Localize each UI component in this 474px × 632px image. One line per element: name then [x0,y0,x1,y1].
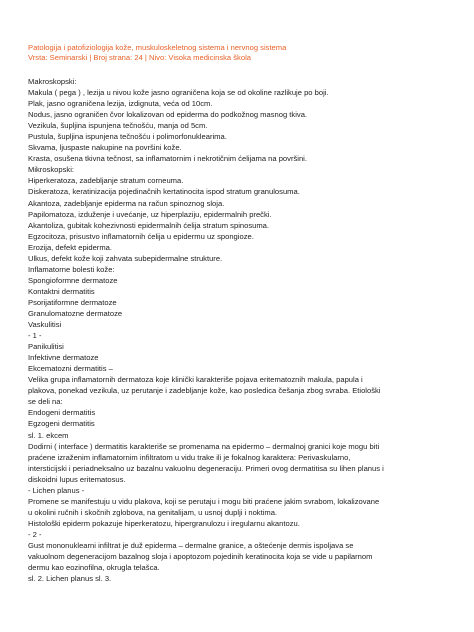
text-line: Hiperkeratoza, zadebljanje stratum corneuma. [28,176,184,186]
text-line: se deli na: [28,397,63,407]
text-line: Papilomatoza, izduženje i uvećanje, uz hiperplaziju, epidermalnih prečki. [28,209,272,219]
text-line: Infektivne dermatoze [28,353,99,363]
text-line: Krasta, osušena tkivna tečnost, sa inflamatornim i nekrotičnim ćelijama na površini. [28,154,307,164]
text-line: u okolini ručnih i skočnih zglobova, na genitalijam, u usnoj duplji i noktima. [28,507,278,517]
text-line: Nodus, jasno ograničen čvor lokalizovan od epiderma do podkožnog masnog tkiva. [28,110,308,120]
text-line: Diskeratoza, keratinizacija pojedinačnih kertatinocita ispod stratum granulosuma. [28,187,300,197]
document-header [28,43,458,63]
text-line: Dodirni ( interface ) dermatitis karakteriše se promenama na epidermo – dermalnoj granici koje mogu biti [28,441,380,451]
text-line: Mikroskopski: [28,165,74,175]
text-line: Egzogeni dermatitis [28,419,95,429]
text-line: Vaskulitisi [28,320,62,330]
document-body [28,76,456,584]
text-line: sl. 1. ekcem [28,430,69,440]
text-line: Histološki epiderm pokazuje hiperkeratozu, hipergranulozu i iregularnu akantozu. [28,518,300,528]
text-line: sl. 2. Lichen planus sl. 3. [28,574,112,584]
text-line: Kontaktni dermatitis [28,286,95,296]
text-line: Ulkus, defekt kože koji zahvata subepidermalne strukture. [28,253,223,263]
text-line: Makroskopski: [28,77,77,86]
text-line: Akantoza, zadebljanje epiderma na račun spinoznog sloja. [28,198,225,208]
text-line: Promene se manifestuju u vidu plakova, koji se perutaju i mogu biti praćene jakim svrabom, lokalizovane [28,496,380,506]
text-line: Endogeni dermatitis [28,408,96,418]
text-line: diskoidni lupus eritematosus. [28,474,126,484]
text-line: Inflamatorne bolesti kože: [28,264,115,274]
text-line: Velika grupa inflamatornih dermatoza koje klinički karakteriše pojava eritematoznih makula, papula i [28,375,363,385]
text-line: Spongioformne dermatoze [28,275,118,285]
text-line: - Lichen planus - [28,485,85,495]
text-line: dermu kao eozinofilna, okrugla telašca. [28,563,160,573]
text-line: praćene izraženim inflamatornim infiltratom u vidu trake ili je fokalnog karaktera: Perivaskularno, [28,452,351,462]
text-line: Akantoliza, gubitak kohezivnosti epidermalnih ćelija stratum spinosuma. [28,220,270,230]
document-title: Patologija i patofiziologija kože, muskuloskeletnog sistema i nervnog sistema [28,43,287,52]
text-line: Granulomatozne dermatoze [28,308,123,318]
text-line: Skvama, ljuspaste nakupine na površini kože. [28,143,182,153]
text-line: - 1 - [28,331,42,341]
text-line: Erozija, defekt epiderma. [28,242,112,252]
text-line: - 2 - [28,529,42,539]
text-line: Panikulitisi [28,342,64,352]
text-line: intersticijski i periadneksalno uz bazalnu vakuolnu degeneraciju. Primeri ovog dermatitisa su lihen planus i [28,463,384,473]
text-line: Psorijatiformne dermatoze [28,297,117,307]
text-line: Plak, jasno ograničena lezija, izdignuta, veća od 10cm. [28,99,213,109]
text-line: Egzocitoza, prisustvo inflamatornih ćelija u epidermu uz spongioze. [28,231,254,241]
document-meta: Vrsta: Seminarski | Broj strana: 24 | Nivo: Visoka medicinska škola [28,53,251,63]
text-line: Pustula, šupljina ispunjena tečnošću i polimorfonuklearima. [28,132,227,142]
text-line: Gust mononuklearni infiltrat je duž epiderma – dermalne granice, a oštećenje dermis ispoljava se [28,540,354,550]
text-line: Makula ( pega ) , lezija u nivou kože jasno ograničena koja se od okoline razlikuje po boji. [28,88,329,98]
text-line: Vezikula, šupljina ispunjena tečnošću, manja od 5cm. [28,121,208,131]
text-line: plakova, ponekad vezikula, uz perutanje i zadebljanje kože, kao posledica češanja zbog svraba. Etiološki [28,386,381,396]
text-line: Ekcematozni dermatitis – [28,364,113,374]
text-line: vakuolnom degeneracijom bazalnog sloja i apoptozom pojedinih keratinocita koja se vide u papilarnom [28,552,373,562]
